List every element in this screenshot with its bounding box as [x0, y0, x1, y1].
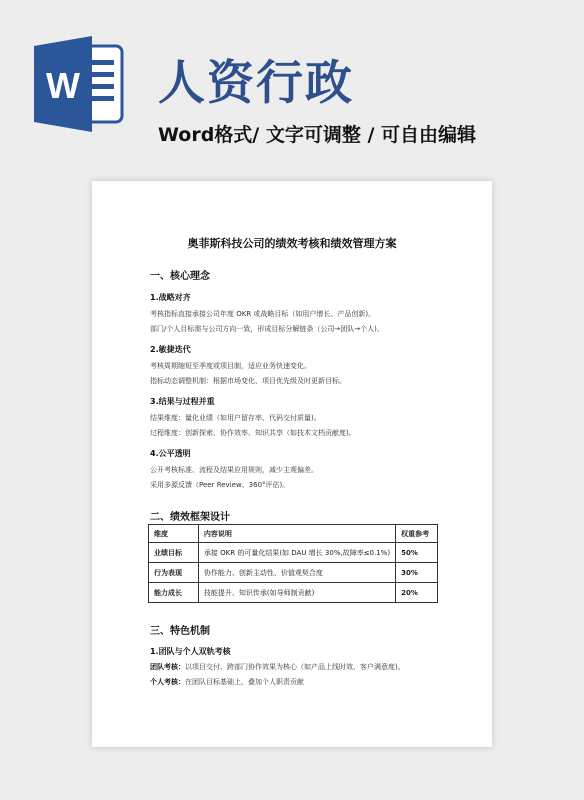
table-cell: 行为表现 — [149, 563, 199, 583]
inline-label: 团队考核： — [150, 663, 185, 671]
inline-text: 在团队目标基础上，叠加个人职责贡献 — [185, 678, 304, 686]
table-row — [149, 583, 438, 603]
paragraph: 部门/个人目标需与公司方向一致，形成目标分解链条（公司→团队→个人)。 — [150, 325, 384, 333]
paragraph: 过程维度：创新探索、协作效率、知识共享（如技术文档贡献度)。 — [150, 429, 356, 437]
table-row — [149, 543, 438, 563]
section-heading: 二、绩效框架设计 — [150, 512, 230, 523]
paragraph: 公开考核标准、流程及结果应用规则，减少主观偏差。 — [150, 466, 318, 474]
logo-letter: W — [46, 65, 80, 106]
table-cell: 业绩目标 — [149, 543, 199, 563]
banner-title: 人资行政 — [158, 56, 354, 111]
inline-text: 以项目交付、跨部门协作效果为核心（如产品上线时效、客户满意度)。 — [185, 663, 405, 671]
item-heading: 3.结果与过程并重 — [150, 397, 215, 406]
table-header: 内容说明 — [198, 525, 395, 543]
table-header-row — [149, 525, 438, 543]
paragraph — [150, 677, 304, 687]
item-heading: 4.公平透明 — [150, 449, 191, 458]
paragraph: 考核周期缩短至季度或项目制，适应业务快速变化。 — [150, 362, 311, 370]
table-cell: 30% — [396, 563, 438, 583]
table-cell: 20% — [396, 583, 438, 603]
paragraph: 考核指标直接承接公司年度 OKR 或战略目标（如用户增长、产品创新)。 — [150, 310, 376, 318]
table-cell: 技能提升、知识传承(如导师制贡献) — [198, 583, 395, 603]
table-header: 权重参考 — [396, 525, 438, 543]
paragraph — [150, 662, 405, 672]
table-header: 维度 — [149, 525, 199, 543]
table-cell: 能力成长 — [149, 583, 199, 603]
word-icon — [30, 32, 126, 136]
table-cell: 协作能力、创新主动性、价值观契合度 — [198, 563, 395, 583]
performance-table — [148, 524, 438, 603]
section-heading: 一、核心理念 — [150, 271, 210, 282]
paragraph: 采用多源反馈（Peer Review、360°评估)。 — [150, 481, 290, 489]
item-heading: 1.团队与个人双轨考核 — [150, 647, 231, 656]
paragraph: 结果维度：量化业绩（如用户留存率、代码交付质量)。 — [150, 414, 321, 422]
section-heading: 三、特色机制 — [150, 626, 210, 637]
document-page — [92, 181, 492, 747]
table-cell: 承接 OKR 的可量化结果(如 DAU 增长 30%,故障率≤0.1%) — [198, 543, 395, 563]
table-cell: 50% — [396, 543, 438, 563]
paragraph: 指标动态调整机制：根据市场变化、项目优先级及时更新目标。 — [150, 377, 346, 385]
banner-subtitle: Word格式/ 文字可调整 / 可自由编辑 — [158, 124, 477, 146]
item-heading: 2.敏捷迭代 — [150, 345, 191, 354]
document-title: 奥菲斯科技公司的绩效考核和绩效管理方案 — [187, 237, 397, 250]
table-row — [149, 563, 438, 583]
inline-label: 个人考核： — [150, 678, 185, 686]
item-heading: 1.战略对齐 — [150, 293, 191, 302]
